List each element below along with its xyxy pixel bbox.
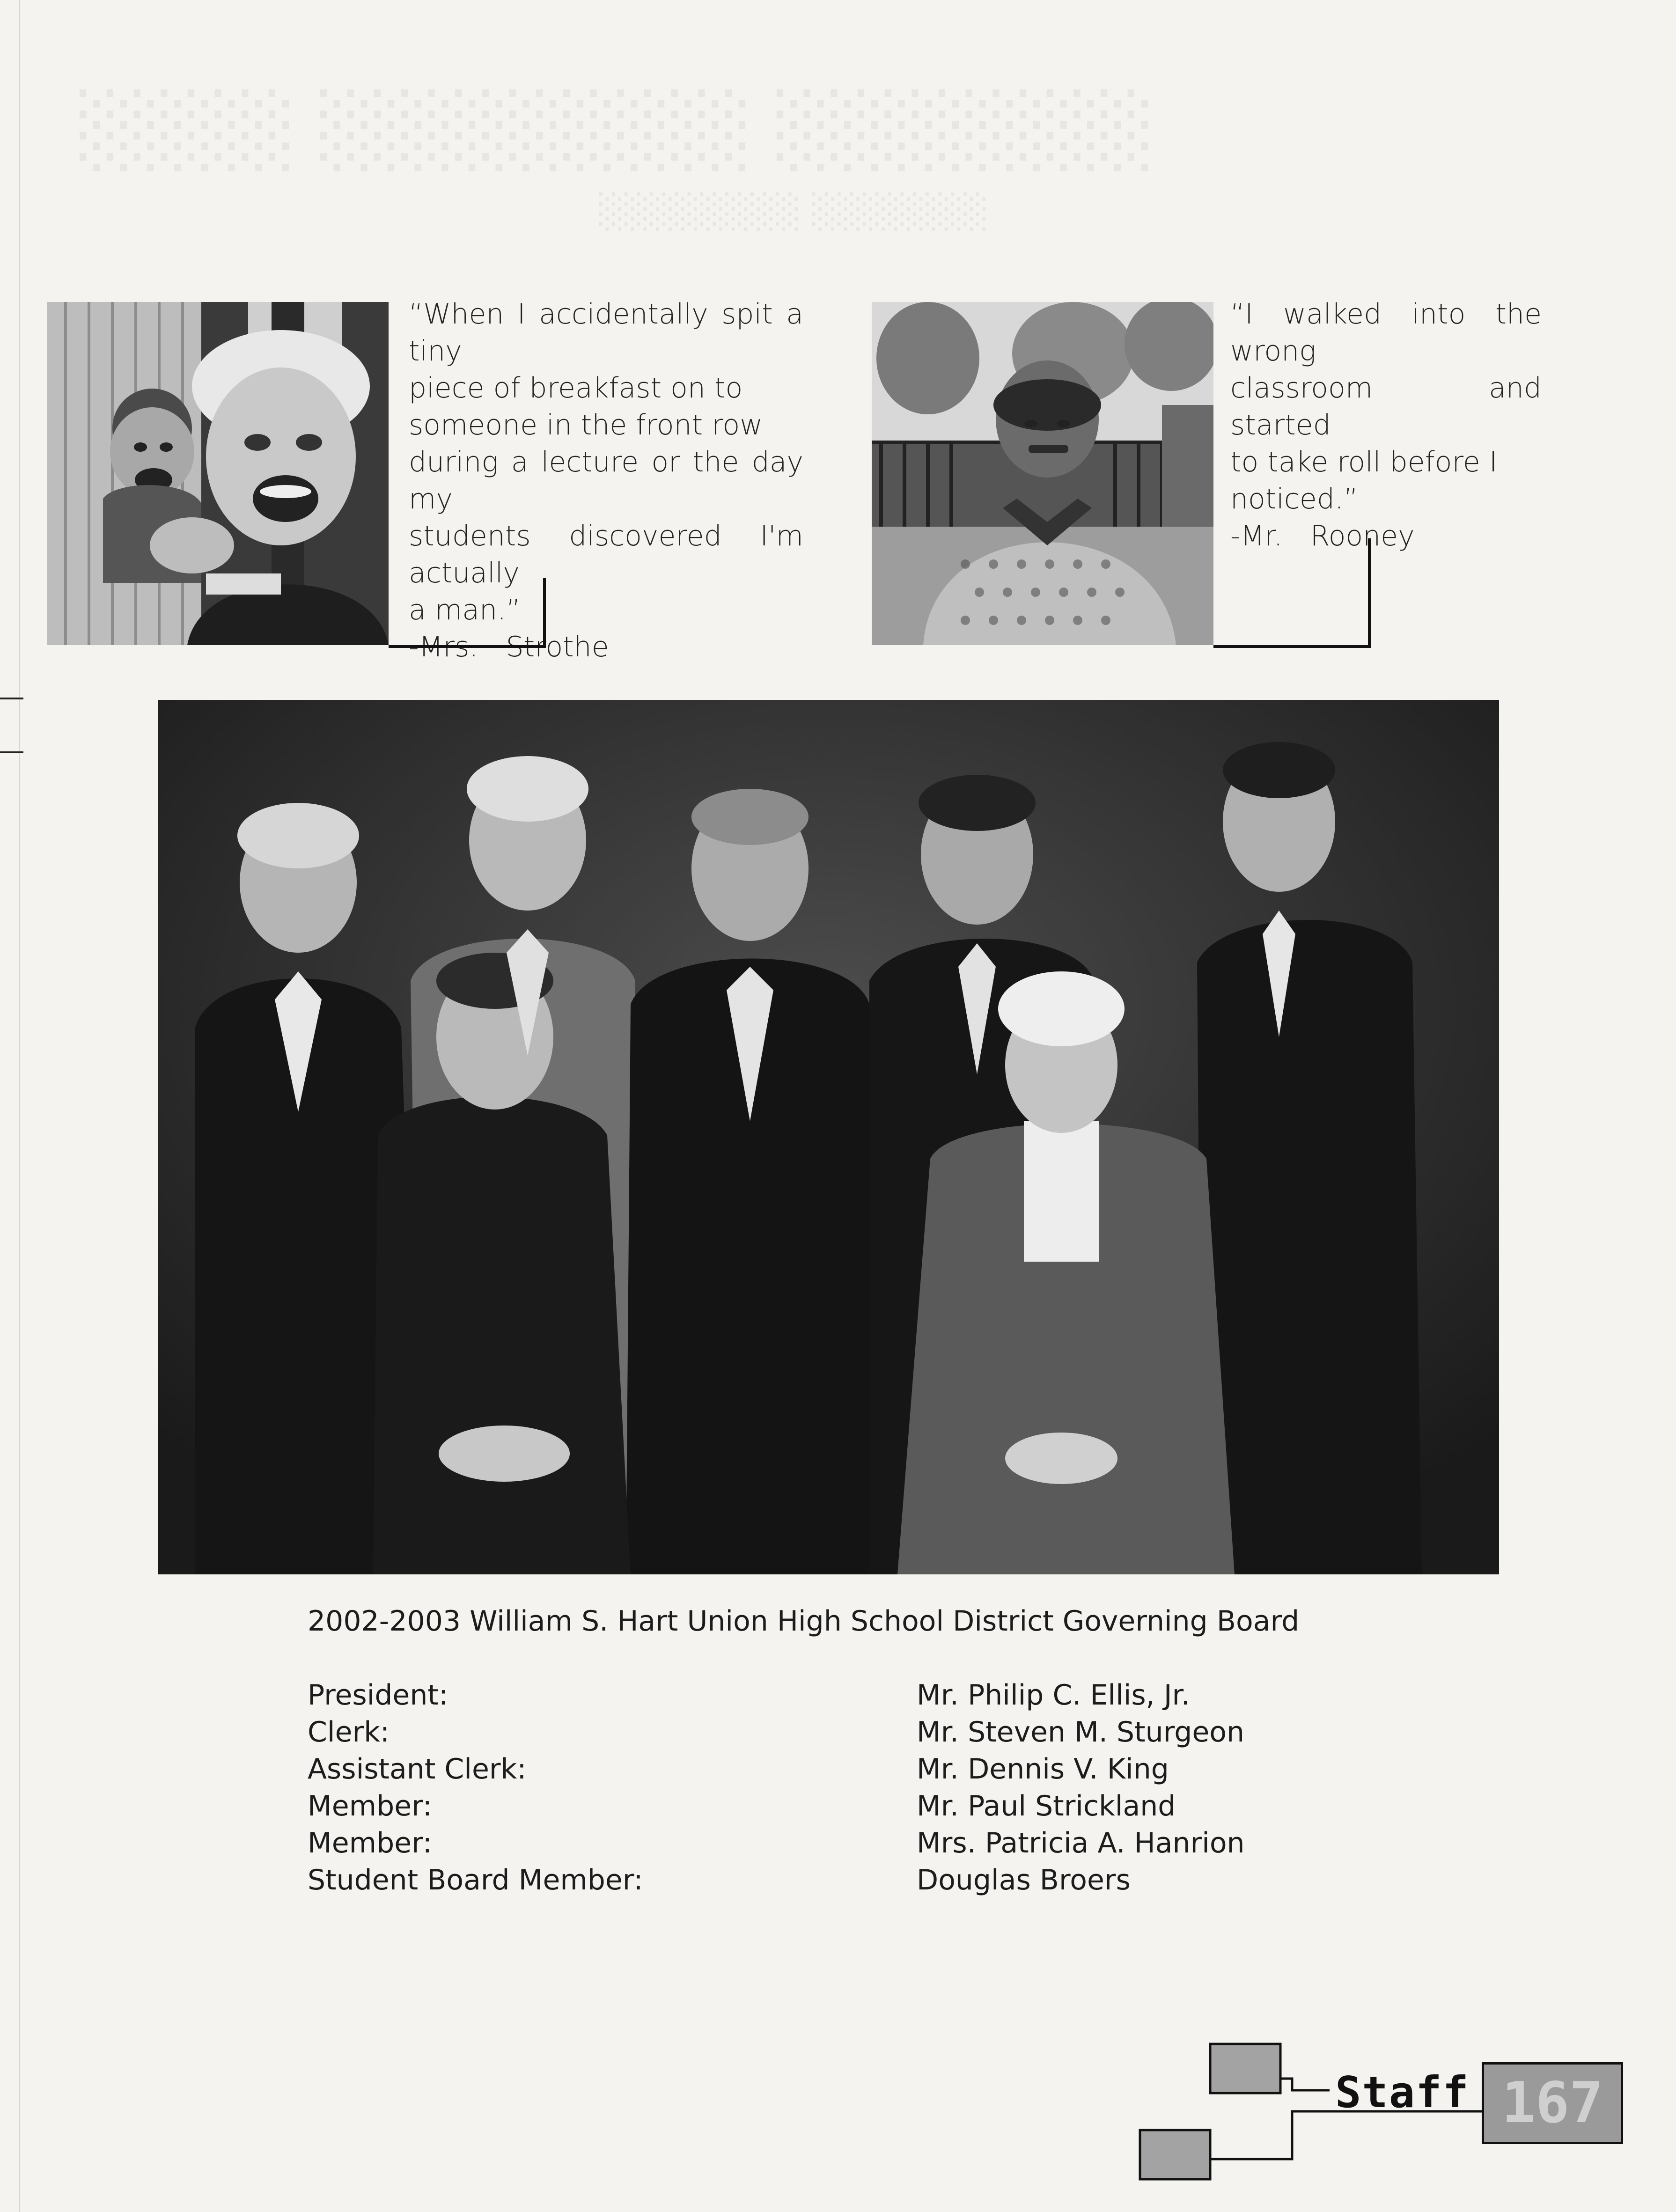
quote-rooney (1230, 296, 1542, 555)
board-member-name: Mr. Paul Strickland (917, 1790, 1176, 1823)
side-rule-top (0, 698, 23, 699)
side-rule-bottom (0, 751, 23, 753)
photo-governing-board (158, 700, 1499, 1574)
quote-line: students discovered I'm actually (409, 520, 803, 589)
board-role: Clerk: (308, 1716, 390, 1749)
board-names (917, 1677, 1245, 1899)
quote-attribution: -Mr. Rooney (1230, 520, 1415, 552)
quote-line: noticed.” (1230, 483, 1359, 515)
photo-mrs-strothe (47, 302, 389, 645)
quote-line: someone in the front row (409, 409, 763, 441)
board-roles (308, 1677, 643, 1899)
board-role: President: (308, 1679, 448, 1712)
page-binding-edge (0, 0, 20, 2212)
board-member-name: Mr. Dennis V. King (917, 1753, 1169, 1786)
quote-line: piece of breakfast on to (409, 372, 743, 404)
board-role: Assistant Clerk: (308, 1753, 527, 1786)
quote-line: during a lecture or the day my (409, 446, 803, 515)
board-member-name: Mr. Steven M. Sturgeon (917, 1716, 1245, 1749)
quote-bracket (1213, 538, 1371, 648)
quote-line: “I walked into the wrong (1230, 298, 1542, 367)
page-number: 167 (1501, 2071, 1603, 2136)
board-caption: 2002-2003 William S. Hart Union High School District Governing Board (308, 1605, 1300, 1638)
section-tab-graphic (1133, 2036, 1507, 2212)
quote-attribution: -Mrs. Strothe (409, 631, 609, 663)
quote-line: to take roll before I (1230, 446, 1498, 478)
board-role: Student Board Member: (308, 1864, 643, 1896)
quote-line: “When I accidentally spit a tiny (409, 298, 803, 367)
photo-mr-rooney (872, 302, 1213, 645)
board-member-name: Douglas Broers (917, 1864, 1131, 1896)
bleed-through-heading: ░░░░ ░░░░░░░░ ░░░░░░░ (80, 89, 1155, 171)
page-number-box (1482, 2062, 1623, 2144)
quote-line: classroom and started (1230, 372, 1542, 441)
board-role: Member: (308, 1790, 432, 1823)
section-label: Staff (1335, 2067, 1470, 2117)
board-member-name: Mrs. Patricia A. Hanrion (917, 1827, 1245, 1859)
quote-line: a man.” (409, 594, 521, 626)
board-role: Member: (308, 1827, 432, 1859)
bleed-through-subheading: ░░░░░░░░ ░░░░░░░ (599, 192, 989, 231)
board-member-name: Mr. Philip C. Ellis, Jr. (917, 1679, 1190, 1712)
quote-bracket (389, 578, 546, 648)
